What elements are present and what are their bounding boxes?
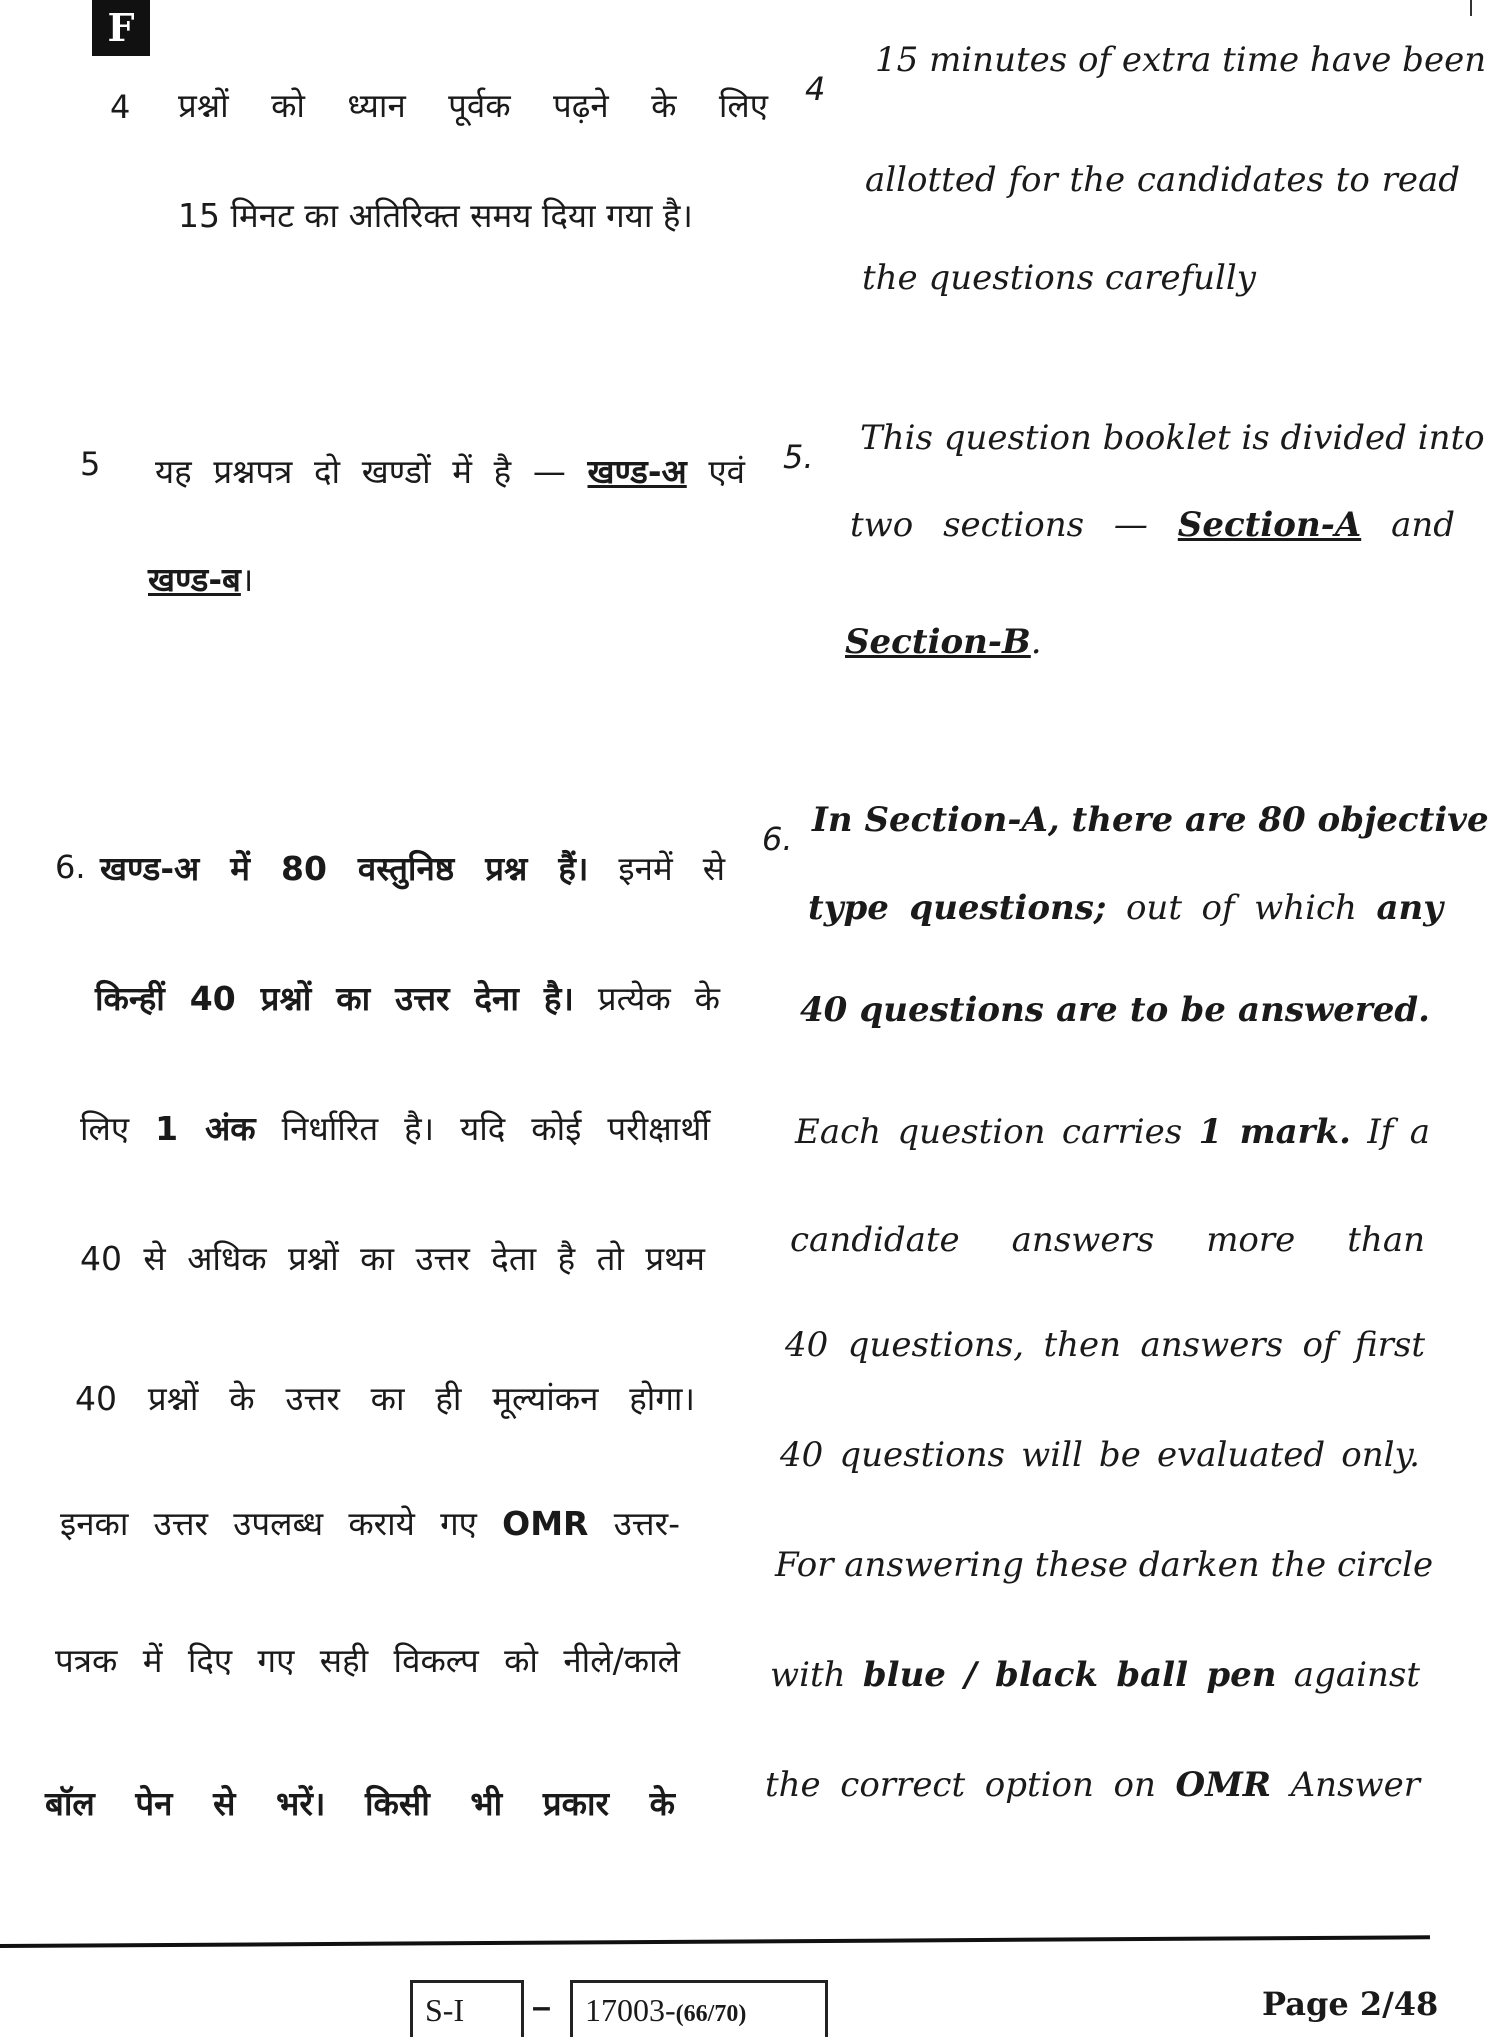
emphasis-text: खण्ड-अ में 80 वस्तुनिष्ठ प्रश्न हैं। (100, 849, 589, 888)
hindi-text-line (148, 556, 288, 601)
text-segment: out of which (1106, 888, 1377, 928)
hindi-text-line (155, 448, 745, 493)
emphasis-text: किन्हीं 40 प्रश्नों का उत्तर देना है। (95, 979, 574, 1018)
english-text-line (850, 505, 1455, 545)
emphasis-text: In Section-A, there are 80 objective (812, 800, 1489, 840)
item-number-english: 4 (805, 70, 826, 108)
english-text-line (780, 1435, 1420, 1475)
item-number-english: 5. (783, 438, 814, 476)
text-segment: एवं (686, 452, 746, 491)
hindi-text-line (75, 1375, 695, 1420)
hindi-text-line (178, 192, 693, 237)
section-name: खण्ड-अ (587, 452, 687, 491)
text-segment: निर्धारित है। यदि कोई परीक्षार्थी (255, 1109, 710, 1148)
text-segment: Each question carries (795, 1112, 1199, 1152)
series-box: S-I (410, 1980, 524, 2037)
english-text-line (785, 1325, 1425, 1365)
item-number-english: 6. (762, 820, 793, 858)
text-segment: प्रत्येक के (573, 979, 720, 1018)
set-letter-badge: F (92, 0, 150, 56)
text-segment: If a (1350, 1112, 1430, 1152)
hindi-text-line (55, 1637, 680, 1682)
emphasis-text: 1 अंक (155, 1109, 256, 1148)
page-number: Page 2/48 (1262, 1985, 1439, 2023)
paper-code-box (570, 1980, 828, 2037)
emphasis-text: blue / black ball pen (862, 1655, 1277, 1695)
hindi-text-line (95, 975, 720, 1020)
english-text-line (775, 1545, 1434, 1585)
text-segment (325, 1784, 365, 1823)
text-segment: against (1276, 1655, 1420, 1695)
text-segment: 15 मिनट का अतिरिक्त समय दिया गया है। (178, 196, 693, 235)
emphasis-text: 1 mark. (1198, 1112, 1351, 1152)
english-text-line (765, 1765, 1420, 1805)
text-segment: the questions carefully (862, 258, 1257, 298)
text-segment: For answering these darken the circle (775, 1545, 1434, 1585)
emphasis-text: type questions; (808, 888, 1107, 928)
text-segment: यह प्रश्नपत्र दो खण्डों में है — (155, 452, 588, 491)
section-name: Section-A (1177, 505, 1362, 545)
emphasis-text: OMR (502, 1504, 589, 1543)
text-segment: allotted for the candidates to read (865, 160, 1460, 200)
hindi-text-line (60, 1500, 680, 1545)
text-segment: and (1361, 505, 1455, 545)
text-segment: इनका उत्तर उपलब्ध कराये गए (60, 1504, 503, 1543)
section-name: खण्ड-ब (148, 560, 241, 599)
text-segment: 40 प्रश्नों के उत्तर का ही मूल्यांकन होगा। (75, 1379, 695, 1418)
english-text-line (875, 40, 1487, 80)
corner-mark (1470, 0, 1472, 16)
english-text-line (845, 622, 1042, 662)
emphasis-text: किसी भी प्रकार के (365, 1784, 675, 1823)
emphasis-text: 40 questions are to be answered. (800, 990, 1430, 1030)
section-name: Section-B (845, 622, 1031, 662)
english-text-line (862, 258, 1257, 298)
item-number-hindi: 5 (80, 445, 101, 483)
hindi-text-line (80, 1105, 710, 1150)
emphasis-text: any (1376, 888, 1443, 928)
text-segment: । (240, 560, 254, 599)
paper-code: 17003- (585, 1992, 676, 2028)
english-text-line (808, 888, 1443, 928)
english-text-line (770, 1655, 1420, 1695)
emphasis-text: OMR (1175, 1765, 1272, 1805)
footer-rule (0, 1935, 1430, 1948)
text-segment: इनमें से (588, 849, 725, 888)
hindi-text-line (100, 845, 725, 890)
text-segment: with (770, 1655, 863, 1695)
item-number-hindi: 4 (110, 88, 131, 126)
text-segment: . (1030, 622, 1042, 662)
hindi-text-line (80, 1235, 705, 1280)
text-segment: This question booklet is divided into (860, 418, 1485, 458)
text-segment: लिए (80, 1109, 156, 1148)
text-segment: candidate answers more than (790, 1220, 1425, 1260)
text-segment: Answer (1271, 1765, 1421, 1805)
text-segment: उत्तर- (588, 1504, 680, 1543)
hindi-text-line (178, 82, 768, 127)
paper-code-suffix: (66/70) (675, 2001, 747, 2027)
text-segment: पत्रक में दिए गए सही विकल्प को नीले/काले (55, 1641, 680, 1680)
english-text-line (860, 418, 1485, 458)
emphasis-text: बॉल पेन से भरें। (45, 1784, 326, 1823)
footer-dash: – (532, 1988, 551, 2026)
text-segment: 40 से अधिक प्रश्नों का उत्तर देता है तो प्रथम (80, 1239, 705, 1278)
english-text-line (790, 1220, 1425, 1260)
text-segment: प्रश्नों को ध्यान पूर्वक पढ़ने के लिए (178, 86, 768, 125)
english-text-line (812, 800, 1489, 840)
text-segment: 15 minutes of extra time have been (875, 40, 1487, 80)
text-segment: the correct option on (765, 1765, 1176, 1805)
hindi-text-line (45, 1780, 675, 1825)
text-segment: two sections — (850, 505, 1178, 545)
english-text-line (795, 1112, 1430, 1152)
text-segment: 40 questions, then answers of first (785, 1325, 1425, 1365)
english-text-line (800, 990, 1430, 1030)
item-number-hindi: 6. (55, 848, 86, 886)
text-segment: 40 questions will be evaluated only. (780, 1435, 1420, 1475)
english-text-line (865, 160, 1460, 200)
